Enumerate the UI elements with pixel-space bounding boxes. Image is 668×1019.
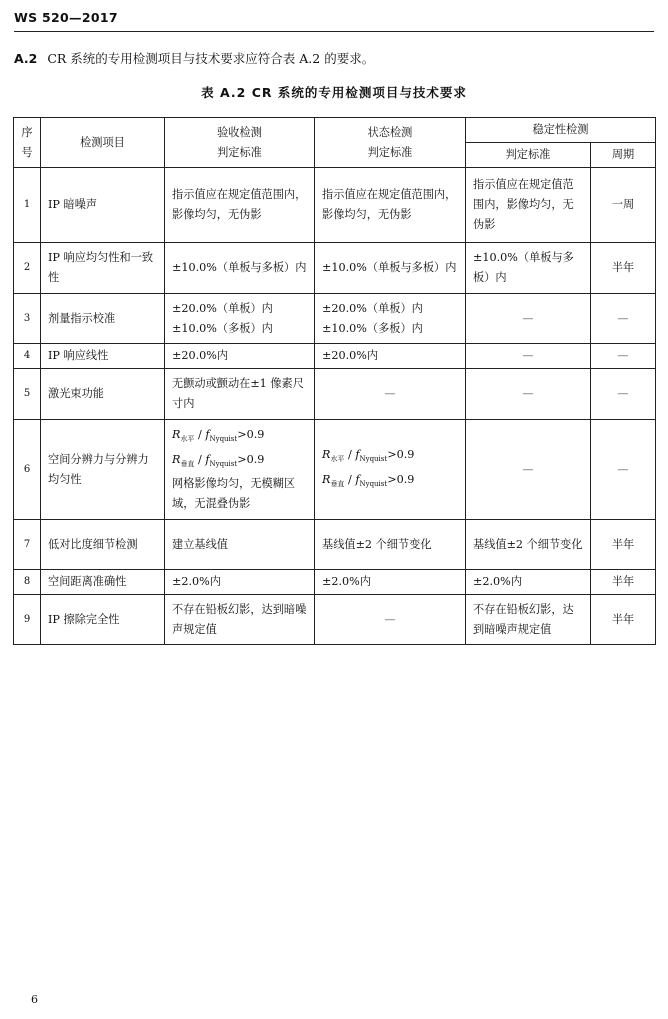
cell-item: 剂量指示校准 — [41, 294, 165, 344]
cell-item: 空间距离准确性 — [41, 570, 165, 595]
cell-seq: 4 — [14, 344, 41, 369]
cell-stability-criterion: — — [466, 369, 591, 420]
cell-item: IP 响应均匀性和一致性 — [41, 243, 165, 294]
header-stability-criterion: 判定标准 — [466, 143, 591, 168]
cell-acceptance: ±10.0%（单板与多板）内 — [165, 243, 315, 294]
table-row — [14, 570, 656, 595]
header-acceptance: 验收检测 判定标准 — [165, 118, 315, 168]
cell-acceptance: 指示值应在规定值范围内，影像均匀，无伪影 — [165, 168, 315, 243]
cell-acceptance: 无颤动或颤动在±1 像素尺寸内 — [165, 369, 315, 420]
cell-period: 半年 — [591, 243, 656, 294]
cell-item: 空间分辨力与分辨力均匀性 — [41, 420, 165, 520]
header-seq: 序号 — [14, 118, 41, 168]
cell-item: 低对比度细节检测 — [41, 520, 165, 570]
cell-seq: 2 — [14, 243, 41, 294]
table-row — [14, 344, 656, 369]
cell-status: 基线值±2 个细节变化 — [315, 520, 466, 570]
cell-period: 半年 — [591, 570, 656, 595]
cell-stability-criterion: — — [466, 344, 591, 369]
cell-seq: 8 — [14, 570, 41, 595]
cell-acceptance: 建立基线值 — [165, 520, 315, 570]
header-stability-period: 周期 — [591, 143, 656, 168]
cell-seq: 5 — [14, 369, 41, 420]
table-row — [14, 595, 656, 645]
standard-code: WS 520—2017 — [14, 10, 118, 25]
formula-vertical: $R_{垂直} / f_{Nyquist}>0.9$ — [322, 472, 415, 488]
cell-status: 指示值应在规定值范围内，影像均匀，无伪影 — [315, 168, 466, 243]
cell-item: IP 暗噪声 — [41, 168, 165, 243]
cell-item: IP 响应线性 — [41, 344, 165, 369]
cell-status: ±20.0%内 — [315, 344, 466, 369]
cell-period: 半年 — [591, 595, 656, 645]
table-row — [14, 243, 656, 294]
cell-stability-criterion: — — [466, 420, 591, 520]
cell-seq: 9 — [14, 595, 41, 645]
cell-acceptance: ±20.0%（单板）内 ±10.0%（多板）内 — [165, 294, 315, 344]
cell-seq: 7 — [14, 520, 41, 570]
formula-horizontal: $R_{水平} / f_{Nyquist}>0.9$ — [322, 448, 415, 464]
intro-paragraph — [14, 49, 374, 67]
cell-acceptance: ±20.0%内 — [165, 344, 315, 369]
section-number: A.2 — [14, 51, 38, 66]
cell-seq: 3 — [14, 294, 41, 344]
cell-stability-criterion: 基线值±2 个细节变化 — [466, 520, 591, 570]
formula-vertical: $R_{垂直} / f_{Nyquist}>0.9$ — [172, 452, 265, 468]
header-rule — [14, 31, 654, 32]
grid-uniformity-text: 网格影像均匀，无模糊区域，无混叠伪影 — [172, 476, 296, 510]
cell-period: 半年 — [591, 520, 656, 570]
header-item: 检测项目 — [41, 118, 165, 168]
table-row — [14, 369, 656, 420]
cell-status: ±20.0%（单板）内 ±10.0%（多板）内 — [315, 294, 466, 344]
cell-item: 激光束功能 — [41, 369, 165, 420]
cell-item: IP 擦除完全性 — [41, 595, 165, 645]
cell-status: — — [315, 369, 466, 420]
cell-stability-criterion: 不存在铅板幻影，达到暗噪声规定值 — [466, 595, 591, 645]
requirements-table — [13, 117, 656, 645]
cell-status: — — [315, 595, 466, 645]
cell-acceptance — [165, 420, 315, 520]
cell-stability-criterion: ±2.0%内 — [466, 570, 591, 595]
cell-status — [315, 420, 466, 520]
table-row — [14, 168, 656, 243]
cell-stability-criterion: — — [466, 294, 591, 344]
cell-seq: 1 — [14, 168, 41, 243]
cell-stability-criterion: ±10.0%（单板与多板）内 — [466, 243, 591, 294]
table-row — [14, 520, 656, 570]
cell-stability-criterion: 指示值应在规定值范围内，影像均匀，无伪影 — [466, 168, 591, 243]
table-row — [14, 420, 656, 520]
cell-period: — — [591, 369, 656, 420]
cell-status: ±10.0%（单板与多板）内 — [315, 243, 466, 294]
cell-acceptance: ±2.0%内 — [165, 570, 315, 595]
cell-period: — — [591, 294, 656, 344]
cell-seq: 6 — [14, 420, 41, 520]
intro-text: CR 系统的专用检测项目与技术要求应符合表 A.2 的要求。 — [47, 51, 375, 66]
header-status: 状态检测 判定标准 — [315, 118, 466, 168]
cell-acceptance: 不存在铅板幻影，达到暗噪声规定值 — [165, 595, 315, 645]
cell-period: — — [591, 420, 656, 520]
header-stability: 稳定性检测 — [466, 118, 656, 143]
cell-period: — — [591, 344, 656, 369]
table-title: 表 A.2 CR 系统的专用检测项目与技术要求 — [201, 85, 467, 100]
table-row — [14, 294, 656, 344]
page-number: 6 — [31, 993, 38, 1006]
formula-horizontal: $R_{水平} / f_{Nyquist}>0.9$ — [172, 428, 265, 444]
cell-status: ±2.0%内 — [315, 570, 466, 595]
cell-period: 一周 — [591, 168, 656, 243]
